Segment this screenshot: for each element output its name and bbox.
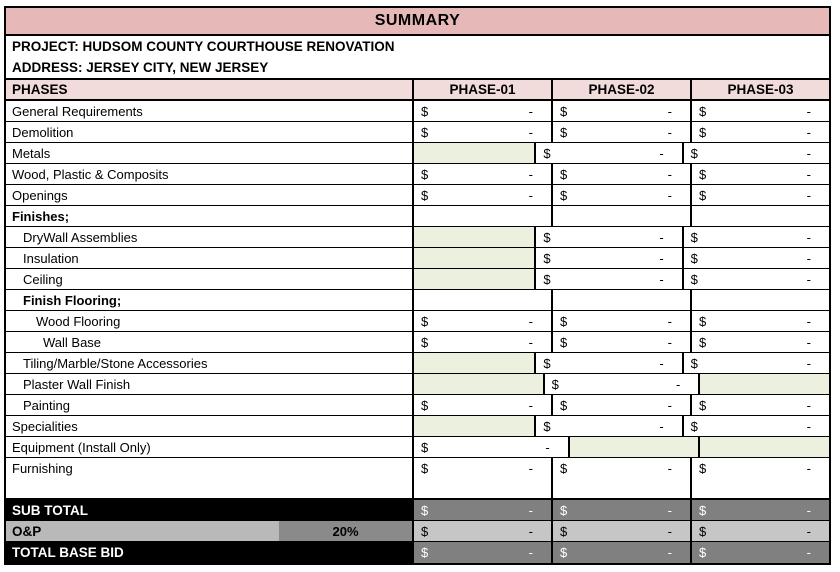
currency-symbol: $ (699, 187, 707, 203)
empty-cell[interactable] (414, 206, 553, 226)
currency-symbol: $ (560, 313, 568, 329)
zero-dash: - (806, 187, 811, 203)
zero-dash: - (806, 355, 811, 371)
zero-dash: - (667, 187, 672, 203)
zero-dash: - (806, 271, 811, 287)
zero-dash: - (528, 187, 533, 203)
column-header-phase-01[interactable]: PHASE-01 (414, 80, 553, 99)
zero-dash: - (659, 145, 664, 161)
currency-symbol: $ (690, 418, 698, 434)
money-cell[interactable] (536, 269, 683, 289)
currency-symbol: $ (551, 376, 559, 392)
money-cell[interactable] (692, 101, 829, 121)
subtotal-money-cell[interactable] (553, 500, 692, 520)
column-header-phases[interactable]: PHASES (6, 80, 414, 99)
currency-symbol: $ (560, 124, 568, 140)
zero-dash: - (806, 250, 811, 266)
money-cell[interactable] (684, 227, 829, 247)
currency-symbol: $ (421, 397, 429, 413)
zero-dash: - (806, 502, 811, 518)
currency-symbol: $ (699, 313, 707, 329)
currency-symbol: $ (699, 523, 707, 539)
zero-dash: - (806, 166, 811, 182)
zero-dash: - (806, 397, 811, 413)
money-cell[interactable] (553, 122, 692, 142)
zero-dash: - (659, 271, 664, 287)
money-cell[interactable] (692, 311, 829, 331)
row-label-cell[interactable]: Insulation (6, 248, 414, 268)
row-label-cell[interactable]: Furnishing (6, 458, 414, 479)
currency-symbol: $ (560, 334, 568, 350)
zero-dash: - (806, 334, 811, 350)
currency-symbol: $ (543, 145, 551, 161)
money-cell[interactable] (692, 395, 829, 415)
currency-symbol: $ (421, 545, 429, 560)
table-row (6, 374, 829, 395)
zero-dash: - (528, 523, 533, 539)
total-label-cell[interactable]: TOTAL BASE BID (6, 542, 414, 563)
op-money-cell[interactable] (553, 521, 692, 541)
op-money-cell[interactable] (692, 521, 829, 541)
currency-symbol: $ (560, 103, 568, 119)
money-cell[interactable] (414, 311, 553, 331)
currency-symbol: $ (560, 461, 568, 476)
row-label-cell[interactable]: Wood Flooring (6, 311, 414, 331)
currency-symbol: $ (421, 166, 429, 182)
money-cell[interactable] (692, 164, 829, 184)
subtotal-label-cell[interactable]: SUB TOTAL (6, 500, 414, 520)
zero-dash: - (545, 439, 550, 455)
money-cell[interactable] (553, 311, 692, 331)
money-cell[interactable] (684, 269, 829, 289)
column-header-phase-03[interactable]: PHASE-03 (727, 82, 794, 97)
zero-dash: - (528, 502, 533, 518)
excluded-green-cell[interactable] (414, 143, 536, 163)
zero-dash: - (806, 124, 811, 140)
zero-dash: - (806, 145, 811, 161)
project-info-block (6, 36, 829, 80)
row-label-cell[interactable]: General Requirements (6, 101, 414, 121)
currency-symbol: $ (690, 250, 698, 266)
money-cell[interactable] (414, 332, 553, 352)
money-cell[interactable] (684, 416, 829, 436)
money-cell[interactable] (414, 185, 553, 205)
currency-symbol: $ (699, 502, 707, 518)
currency-symbol: $ (690, 145, 698, 161)
currency-symbol: $ (699, 545, 707, 560)
zero-dash: - (528, 461, 533, 476)
empty-cell[interactable] (692, 479, 829, 498)
table-row (6, 227, 829, 248)
money-cell[interactable] (536, 416, 683, 436)
currency-symbol: $ (421, 439, 429, 455)
money-cell[interactable] (536, 248, 683, 268)
zero-dash: - (667, 502, 672, 518)
currency-symbol: $ (421, 313, 429, 329)
money-cell[interactable] (414, 164, 553, 184)
excluded-green-cell[interactable] (570, 437, 701, 457)
excluded-green-cell[interactable] (700, 374, 829, 394)
zero-dash: - (676, 376, 681, 392)
money-cell[interactable] (692, 332, 829, 352)
excluded-green-cell[interactable] (414, 269, 536, 289)
currency-symbol: $ (560, 397, 568, 413)
excluded-green-cell[interactable] (414, 248, 536, 268)
currency-symbol: $ (421, 187, 429, 203)
excluded-green-cell[interactable] (414, 416, 536, 436)
zero-dash: - (528, 397, 533, 413)
table-row (6, 437, 829, 458)
row-label-cell[interactable]: Ceiling (6, 269, 414, 289)
zero-dash: - (806, 418, 811, 434)
currency-symbol: $ (699, 166, 707, 182)
table-row (6, 290, 829, 311)
zero-dash: - (806, 523, 811, 539)
zero-dash: - (806, 103, 811, 119)
subtotal-row (6, 500, 829, 521)
money-cell[interactable] (553, 164, 692, 184)
money-cell[interactable] (692, 122, 829, 142)
currency-symbol: $ (560, 187, 568, 203)
money-cell[interactable] (545, 374, 701, 394)
currency-symbol: $ (699, 103, 707, 119)
excluded-green-cell[interactable] (414, 374, 545, 394)
currency-symbol: $ (543, 355, 551, 371)
zero-dash: - (667, 334, 672, 350)
row-label-cell[interactable]: Metals (6, 143, 414, 163)
project-line-cell[interactable] (12, 36, 829, 57)
excluded-green-cell[interactable] (414, 227, 536, 247)
currency-symbol: $ (699, 397, 707, 413)
money-cell[interactable] (414, 395, 553, 415)
zero-dash: - (667, 523, 672, 539)
table-row (6, 269, 829, 290)
zero-dash: - (528, 124, 533, 140)
total-money-cell[interactable] (553, 542, 692, 563)
money-cell[interactable] (553, 332, 692, 352)
money-cell[interactable] (414, 458, 553, 479)
column-header-phase-02[interactable]: PHASE-02 (553, 80, 692, 99)
zero-dash: - (528, 166, 533, 182)
zero-dash: - (667, 166, 672, 182)
money-cell[interactable] (414, 437, 570, 457)
phases-header-row (6, 80, 829, 101)
row-label-cell[interactable]: Finishes; (6, 206, 414, 226)
currency-symbol: $ (560, 166, 568, 182)
zero-dash: - (806, 461, 811, 476)
currency-symbol: $ (543, 229, 551, 245)
row-label-cell[interactable]: Wood, Plastic & Composits (6, 164, 414, 184)
zero-dash: - (659, 418, 664, 434)
money-cell[interactable] (414, 122, 553, 142)
currency-symbol: $ (690, 271, 698, 287)
zero-dash: - (528, 103, 533, 119)
project-line: PROJECT: HUDSOM COUNTY COURTHOUSE RENOVATION (12, 39, 395, 54)
body-rows (6, 101, 829, 479)
empty-cell[interactable] (692, 206, 829, 226)
total-money-cell[interactable] (692, 542, 829, 563)
money-cell[interactable] (536, 353, 683, 373)
table-row (6, 206, 829, 227)
total-money-cell[interactable] (414, 542, 553, 563)
money-cell[interactable] (553, 395, 692, 415)
zero-dash: - (659, 229, 664, 245)
row-label-cell[interactable]: Finish Flooring; (6, 290, 414, 310)
money-cell[interactable] (553, 101, 692, 121)
sheet-title-cell[interactable] (6, 8, 829, 36)
zero-dash: - (667, 103, 672, 119)
table-row (6, 248, 829, 269)
empty-cell[interactable] (414, 290, 553, 310)
address-line: ADDRESS: JERSEY CITY, NEW JERSEY (12, 60, 269, 75)
currency-symbol: $ (421, 124, 429, 140)
empty-cell[interactable] (553, 290, 692, 310)
row-label-cell[interactable]: Equipment (Install Only) (6, 437, 414, 457)
subtotal-money-cell[interactable] (414, 500, 553, 520)
excluded-green-cell[interactable] (414, 353, 536, 373)
currency-symbol: $ (699, 334, 707, 350)
currency-symbol: $ (560, 502, 568, 518)
table-row (6, 458, 829, 479)
empty-cell[interactable] (414, 479, 553, 498)
currency-symbol: $ (560, 545, 568, 560)
currency-symbol: $ (560, 523, 568, 539)
table-row (6, 416, 829, 437)
money-cell[interactable] (692, 458, 829, 479)
currency-symbol: $ (421, 502, 429, 518)
row-label-cell[interactable]: Painting (6, 395, 414, 415)
money-cell[interactable] (536, 143, 683, 163)
money-cell[interactable] (414, 101, 553, 121)
total-base-bid-row (6, 542, 829, 563)
table-row (6, 143, 829, 164)
zero-dash: - (667, 461, 672, 476)
spacer-row (6, 479, 829, 500)
currency-symbol: $ (543, 418, 551, 434)
row-label-cell[interactable]: DryWall Assemblies (6, 227, 414, 247)
table-row (6, 395, 829, 416)
currency-symbol: $ (690, 229, 698, 245)
money-cell[interactable] (692, 185, 829, 205)
excluded-green-cell[interactable] (700, 437, 829, 457)
row-label-cell[interactable]: Plaster Wall Finish (6, 374, 414, 394)
zero-dash: - (667, 313, 672, 329)
zero-dash: - (528, 334, 533, 350)
zero-dash: - (667, 545, 672, 560)
currency-symbol: $ (699, 461, 707, 476)
op-label-cell[interactable]: O&P (6, 521, 279, 541)
row-label-cell[interactable]: Openings (6, 185, 414, 205)
row-label-cell[interactable]: Wall Base (6, 332, 414, 352)
zero-dash: - (806, 229, 811, 245)
currency-symbol: $ (690, 355, 698, 371)
currency-symbol: $ (421, 334, 429, 350)
op-money-cell[interactable] (414, 521, 553, 541)
zero-dash: - (528, 313, 533, 329)
empty-cell[interactable] (692, 290, 829, 310)
table-row (6, 353, 829, 374)
table-row (6, 332, 829, 353)
summary-sheet (4, 6, 831, 565)
subtotal-money-cell[interactable] (692, 500, 829, 520)
empty-cell[interactable] (553, 479, 692, 498)
money-cell[interactable] (553, 185, 692, 205)
empty-cell[interactable] (6, 479, 414, 498)
money-cell[interactable] (536, 227, 683, 247)
zero-dash: - (659, 355, 664, 371)
zero-dash: - (667, 397, 672, 413)
currency-symbol: $ (543, 250, 551, 266)
table-row (6, 122, 829, 143)
currency-symbol: $ (421, 461, 429, 476)
table-row (6, 311, 829, 332)
money-cell[interactable] (553, 458, 692, 479)
zero-dash: - (806, 313, 811, 329)
table-row (6, 185, 829, 206)
row-label-cell[interactable]: Tiling/Marble/Stone Accessories (6, 353, 414, 373)
table-row (6, 101, 829, 122)
address-line-cell[interactable] (12, 57, 829, 78)
money-cell[interactable] (684, 248, 829, 268)
currency-symbol: $ (543, 271, 551, 287)
currency-symbol: $ (421, 103, 429, 119)
row-label-cell[interactable]: Specialities (6, 416, 414, 436)
money-cell[interactable] (684, 353, 829, 373)
zero-dash: - (667, 124, 672, 140)
sheet-title: SUMMARY (374, 12, 461, 29)
zero-dash: - (659, 250, 664, 266)
currency-symbol: $ (699, 124, 707, 140)
op-percent-cell[interactable]: 20% (279, 521, 414, 541)
empty-cell[interactable] (553, 206, 692, 226)
currency-symbol: $ (421, 523, 429, 539)
zero-dash: - (806, 545, 811, 560)
money-cell[interactable] (684, 143, 829, 163)
op-row (6, 521, 829, 542)
table-row (6, 164, 829, 185)
row-label-cell[interactable]: Demolition (6, 122, 414, 142)
zero-dash: - (528, 545, 533, 560)
